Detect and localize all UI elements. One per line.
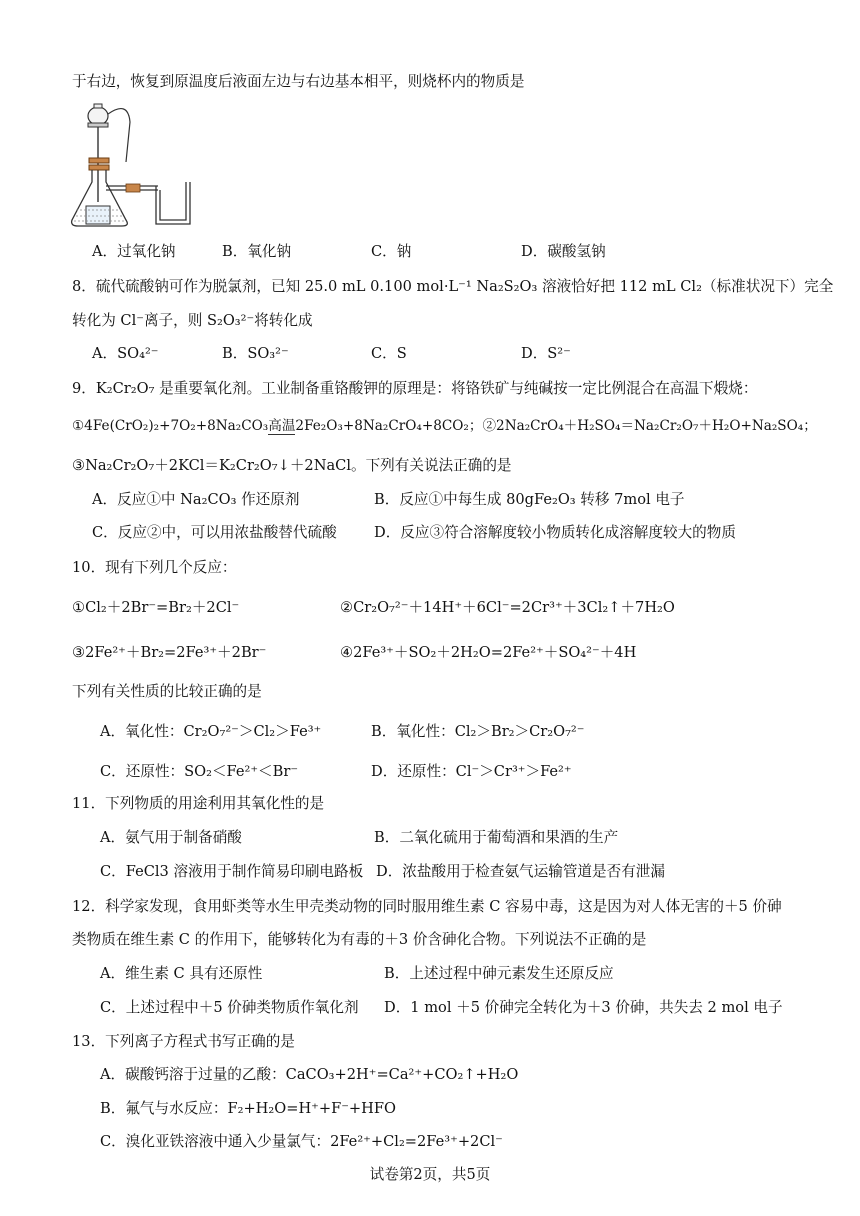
q9-line2 bbox=[72, 416, 817, 436]
q13-option-b: B．氟气与水反应：F₂+H₂O=H⁺+F⁻+HFO bbox=[100, 1100, 396, 1117]
q11-stem: 11．下列物质的用途利用其氧化性的是 bbox=[72, 795, 325, 812]
q10-question: 下列有关性质的比较正确的是 bbox=[72, 683, 262, 700]
q10-option-a: A．氧化性：Cr₂O₇²⁻＞Cl₂＞Fe³⁺ bbox=[100, 723, 322, 740]
q7-stem-tail: 于右边，恢复到原温度后液面左边与右边基本相平，则烧杯内的物质是 bbox=[72, 73, 525, 90]
q7-option-d: D．碳酸氢钠 bbox=[521, 243, 606, 260]
q12-line2: 类物质在维生素 C 的作用下，能够转化为有毒的＋3 价含砷化合物。下列说法不正确的是 bbox=[72, 931, 647, 948]
q9-option-b: B．反应①中每生成 80gFe₂O₃ 转移 7mol 电子 bbox=[374, 491, 685, 508]
q10-reaction-1: ①Cl₂＋2Br⁻=Br₂＋2Cl⁻ bbox=[72, 599, 240, 616]
q7-option-a: A．过氧化钠 bbox=[92, 243, 176, 260]
q12-option-c: C．上述过程中＋5 价砷类物质作氧化剂 bbox=[100, 999, 359, 1016]
q9-reaction1-right: 2Fe₂O₃+8Na₂CrO₄+8CO₂；②2Na₂CrO₄＋H₂SO₄＝Na₂Cr₂O₇＋H₂O+Na₂SO₄； bbox=[295, 418, 817, 434]
q13-option-c: C．溴化亚铁溶液中通入少量氯气：2Fe²⁺+Cl₂=2Fe³⁺+2Cl⁻ bbox=[100, 1133, 503, 1150]
q11-option-d: D．浓盐酸用于检查氨气运输管道是否有泄漏 bbox=[376, 863, 665, 880]
q11-option-c: C．FeCl3 溶液用于制作简易印刷电路板 bbox=[100, 863, 364, 880]
q10-reaction-4: ④2Fe³⁺＋SO₂＋2H₂O=2Fe²⁺＋SO₄²⁻＋4H bbox=[340, 644, 637, 661]
q8-line1: 8．硫代硫酸钠可作为脱氯剂，已知 25.0 mL 0.100 mol·L⁻¹ Na₂S₂O₃ 溶液恰好把 112 mL Cl₂（标准状况下）完全 bbox=[72, 278, 834, 295]
q13-option-a: A．碳酸钙溶于过量的乙酸：CaCO₃+2H⁺=Ca²⁺+CO₂↑+H₂O bbox=[100, 1066, 519, 1083]
q9-option-c: C．反应②中，可以用浓盐酸替代硫酸 bbox=[92, 524, 337, 541]
q10-option-b: B．氧化性：Cl₂＞Br₂＞Cr₂O₇²⁻ bbox=[371, 723, 585, 740]
q8-option-a: A．SO₄²⁻ bbox=[92, 345, 159, 362]
q13-stem: 13．下列离子方程式书写正确的是 bbox=[72, 1033, 295, 1050]
q8-option-c: C．S bbox=[371, 345, 407, 362]
q11-option-a: A．氨气用于制备硝酸 bbox=[100, 829, 242, 846]
q8-option-b: B．SO₃²⁻ bbox=[222, 345, 289, 362]
q12-line1: 12．科学家发现，食用虾类等水生甲壳类动物的同时服用维生素 C 容易中毒，这是因为对人体无害的＋5 价砷 bbox=[72, 898, 782, 915]
q9-reaction1-left: ①4Fe(CrO₂)₂+7O₂+8Na₂CO₃ bbox=[72, 418, 269, 434]
q9-condition-high-temp: 高温 bbox=[268, 418, 296, 434]
q10-stem: 10．现有下列几个反应： bbox=[72, 559, 237, 576]
q12-option-b: B．上述过程中砷元素发生还原反应 bbox=[384, 965, 614, 982]
q8-option-d: D．S²⁻ bbox=[521, 345, 571, 362]
q10-reaction-3: ③2Fe²⁺＋Br₂=2Fe³⁺＋2Br⁻ bbox=[72, 644, 267, 661]
q7-option-c: C．钠 bbox=[371, 243, 412, 260]
q9-line3: ③Na₂Cr₂O₇＋2KCl＝K₂Cr₂O₇↓＋2NaCl。下列有关说法正确的是 bbox=[72, 457, 512, 474]
apparatus-diagram bbox=[68, 102, 198, 230]
q8-line2: 转化为 Cl⁻离子，则 S₂O₃²⁻将转化成 bbox=[72, 312, 313, 329]
q10-option-d: D．还原性：Cl⁻＞Cr³⁺＞Fe²⁺ bbox=[371, 763, 572, 780]
q7-option-b: B．氧化钠 bbox=[222, 243, 292, 260]
q10-reaction-2: ②Cr₂O₇²⁻＋14H⁺＋6Cl⁻=2Cr³⁺＋3Cl₂↑＋7H₂O bbox=[340, 599, 675, 616]
q9-option-a: A．反应①中 Na₂CO₃ 作还原剂 bbox=[92, 491, 300, 508]
q11-option-b: B．二氧化硫用于葡萄酒和果酒的生产 bbox=[374, 829, 619, 846]
q9-line1: 9．K₂Cr₂O₇ 是重要氧化剂。工业制备重铬酸钾的原理是：将铬铁矿与纯碱按一定比例混合在高温下煅烧： bbox=[72, 380, 758, 397]
q12-option-d: D．1 mol ＋5 价砷完全转化为＋3 价砷，共失去 2 mol 电子 bbox=[384, 999, 783, 1016]
page-footer: 试卷第2页，共5页 bbox=[369, 1166, 491, 1183]
q10-option-c: C．还原性：SO₂＜Fe²⁺＜Br⁻ bbox=[100, 763, 299, 780]
q12-option-a: A．维生素 C 具有还原性 bbox=[100, 965, 263, 982]
q9-option-d: D．反应③符合溶解度较小物质转化成溶解度较大的物质 bbox=[374, 524, 736, 541]
